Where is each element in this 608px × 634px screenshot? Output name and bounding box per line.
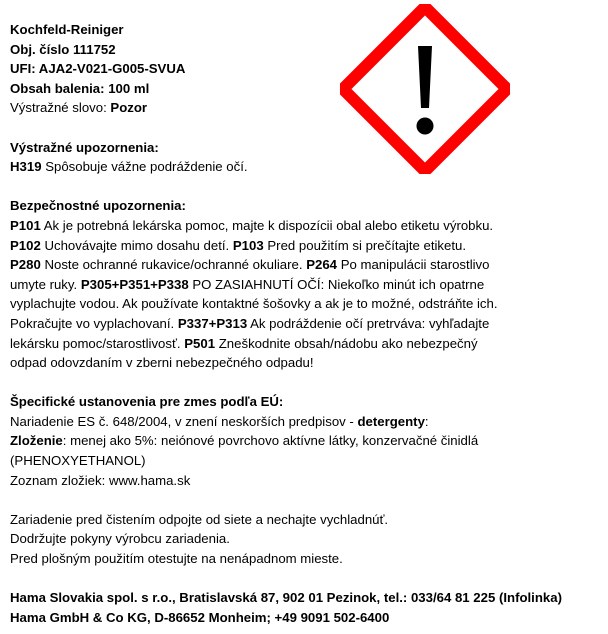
h-code: H319 — [10, 159, 42, 175]
precaution-heading: Bezpečnostné upozornenia: — [10, 198, 186, 214]
p264-code: P264 — [306, 257, 338, 273]
p337-text-a: Ak podráždenie očí pretrváva: vyhľadajte — [250, 315, 490, 331]
p103-text: Pred použitím si prečítajte etiketu. — [267, 237, 467, 253]
composition-label: Zloženie — [10, 433, 63, 449]
precaution-line-7 — [10, 334, 606, 354]
footer-line-1: Hama Slovakia spol. s r.o., Bratislavská 87, 902 01 Pezinok, tel.: 033/64 81 225 (Infolinka) — [10, 590, 562, 606]
phenoxyethanol-line: (PHENOXYETHANOL) — [10, 453, 146, 469]
h-text: Spôsobuje vážne podráždenie očí. — [45, 159, 248, 175]
p264-text-a: Po manipulácii starostlivo — [340, 257, 490, 273]
product-name: Kochfeld-Reiniger — [10, 22, 124, 37]
p102-code: P102 — [10, 237, 41, 253]
regulation-text: Nariadenie ES č. 648/2004, v znení neskorších predpisov - — [10, 413, 354, 429]
eu-heading: Špecifické ustanovenia pre zmes podľa EÚ: — [10, 394, 284, 410]
instruction-line: Dodržujte pokyny výrobcu zariadenia. — [10, 531, 230, 547]
p501-text-a: Zneškodnite obsah/nádobu ako nebezpečný — [218, 335, 478, 351]
p305-code: P305+P351+P338 — [80, 276, 189, 292]
p101-code: P101 — [10, 217, 41, 233]
ufi-code: UFI: AJA2-V021-G005-SVUA — [10, 61, 186, 77]
precaution-line-6 — [10, 314, 606, 334]
signal-word-value: Pozor — [110, 100, 148, 116]
hazard-heading: Výstražné upozornenia: — [10, 139, 159, 155]
detergents-colon: : — [424, 413, 429, 429]
instruction-line: Zariadenie pred čistením odpojte od siete a nechajte vychladnúť. — [10, 511, 389, 527]
detergents-word: detergenty — [357, 413, 425, 429]
precaution-line-2 — [10, 236, 606, 256]
p501-code: P501 — [184, 335, 216, 351]
article-number: Obj. číslo 111752 — [10, 41, 116, 57]
precaution-line-5: vyplachujte vodou. Ak používate kontaktné šošovky a ak je to možné, odstráňte ich. — [10, 296, 498, 312]
signal-word-label: Výstražné slovo: — [10, 100, 107, 116]
content-line — [10, 79, 606, 99]
footer-line-2: Hama GmbH & Co KG, D-86652 Monheim; +49 9091 502-6400 — [10, 609, 390, 625]
label-document — [10, 20, 606, 627]
content-label: Obsah balenia: — [10, 80, 105, 96]
p280-code: P280 — [10, 257, 41, 273]
p337-code: P337+P313 — [177, 315, 248, 331]
instruction-line: Pred plošným použitím otestujte na nenápadnom mieste. — [10, 551, 343, 567]
precaution-line-4 — [10, 275, 606, 295]
regulation-line — [10, 412, 606, 432]
composition-line — [10, 431, 606, 451]
p305-text-a: PO ZASIAHNUTÍ OČÍ: Niekoľko minút ich opatrne — [192, 276, 485, 292]
composition-text: : menej ako 5%: neiónové povrchovo aktívne látky, konzervačné činidlá — [62, 433, 479, 449]
ingredients-list-line: Zoznam zložiek: www.hama.sk — [10, 472, 191, 488]
precaution-line-1 — [10, 216, 606, 236]
signal-word-line — [10, 98, 606, 118]
p103-code: P103 — [232, 237, 264, 253]
precaution-line-8: odpad odovzdaním v zberni nebezpečného odpadu! — [10, 355, 314, 371]
p305-text-c: Pokračujte vo vyplachovaní. — [10, 315, 175, 331]
precaution-line-3 — [10, 255, 606, 275]
hazard-statement — [10, 157, 606, 177]
p102-text: Uchovávajte mimo dosahu detí. — [44, 237, 230, 253]
p337-text-b: lekársku pomoc/starostlivosť. — [10, 335, 181, 351]
content-value: 100 ml — [108, 80, 150, 96]
p101-text: Ak je potrebná lekárska pomoc, majte k dispozícii obal alebo etiketu výrobku. — [43, 217, 494, 233]
p264-text-b: umyte ruky. — [10, 276, 78, 292]
p280-text: Noste ochranné rukavice/ochranné okuliare. — [44, 257, 303, 273]
